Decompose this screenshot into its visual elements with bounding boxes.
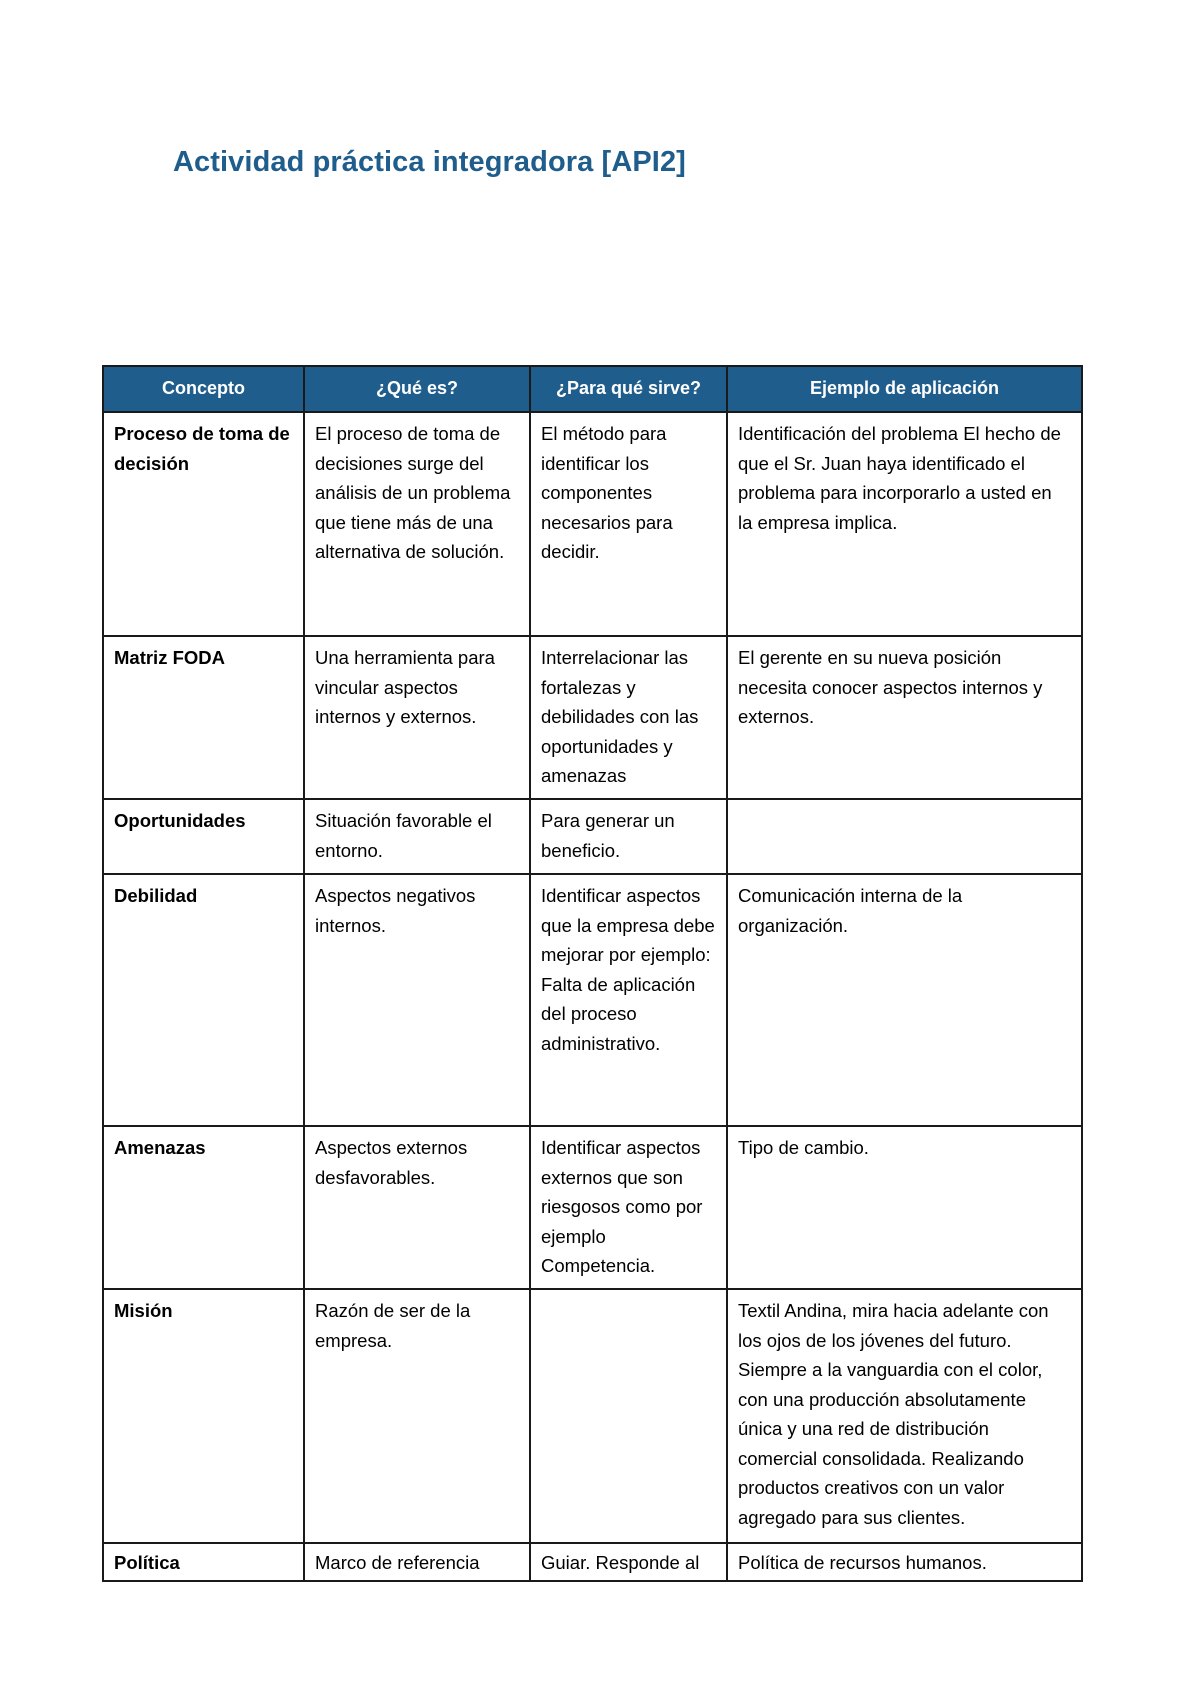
concept-table-container [102,365,1081,1582]
cell-concept: Oportunidades [103,799,304,874]
table-row [103,1289,1082,1543]
table-row [103,636,1082,799]
cell-definition: El proceso de toma de decisiones surge del análisis de un problema que tiene más de una alternativa de solución. [304,412,530,636]
cell-concept: Amenazas [103,1126,304,1289]
cell-definition: Aspectos negativos internos. [304,874,530,1126]
cell-purpose: Interrelacionar las fortalezas y debilidades con las oportunidades y amenazas [530,636,727,799]
header-ejemplo: Ejemplo de aplicación [727,366,1082,412]
cell-purpose: El método para identificar los componentes necesarios para decidir. [530,412,727,636]
table-row [103,412,1082,636]
header-para-que-sirve: ¿Para qué sirve? [530,366,727,412]
cell-definition: Razón de ser de la empresa. [304,1289,530,1543]
cell-example: Comunicación interna de la organización. [727,874,1082,1126]
table-row [103,874,1082,1126]
cell-purpose [530,1289,727,1543]
table-row [103,799,1082,874]
table-row [103,1126,1082,1289]
cell-concept: Debilidad [103,874,304,1126]
cell-definition: Marco de referencia [304,1543,530,1581]
cell-purpose: Identificar aspectos que la empresa debe mejorar por ejemplo: Falta de aplicación del proceso administrativo. [530,874,727,1126]
cell-concept: Matriz FODA [103,636,304,799]
cell-definition: Aspectos externos desfavorables. [304,1126,530,1289]
cell-definition: Situación favorable el entorno. [304,799,530,874]
cell-purpose: Guiar. Responde al [530,1543,727,1581]
header-que-es: ¿Qué es? [304,366,530,412]
cell-purpose: Identificar aspectos externos que son riesgosos como por ejemplo Competencia. [530,1126,727,1289]
cell-concept: Proceso de toma de decisión [103,412,304,636]
header-concepto: Concepto [103,366,304,412]
cell-example: Identificación del problema El hecho de que el Sr. Juan haya identificado el problema para incorporarlo a usted en la empresa implica. [727,412,1082,636]
document-title: Actividad práctica integradora [API2] [173,146,686,178]
cell-example [727,799,1082,874]
cell-concept: Política [103,1543,304,1581]
cell-concept: Misión [103,1289,304,1543]
cell-example: Política de recursos humanos. [727,1543,1082,1581]
concept-table [102,365,1083,1582]
table-row [103,1543,1082,1581]
cell-example: El gerente en su nueva posición necesita conocer aspectos internos y externos. [727,636,1082,799]
cell-purpose: Para generar un beneficio. [530,799,727,874]
cell-example: Tipo de cambio. [727,1126,1082,1289]
cell-definition: Una herramienta para vincular aspectos internos y externos. [304,636,530,799]
cell-example: Textil Andina, mira hacia adelante con los ojos de los jóvenes del futuro. Siempre a la vanguardia con el color, con una producción absolutamente única y una red de distribución comercial consolidada. Realizando productos creativos con un valor agregado para sus clientes. [727,1289,1082,1543]
table-header-row [103,366,1082,412]
